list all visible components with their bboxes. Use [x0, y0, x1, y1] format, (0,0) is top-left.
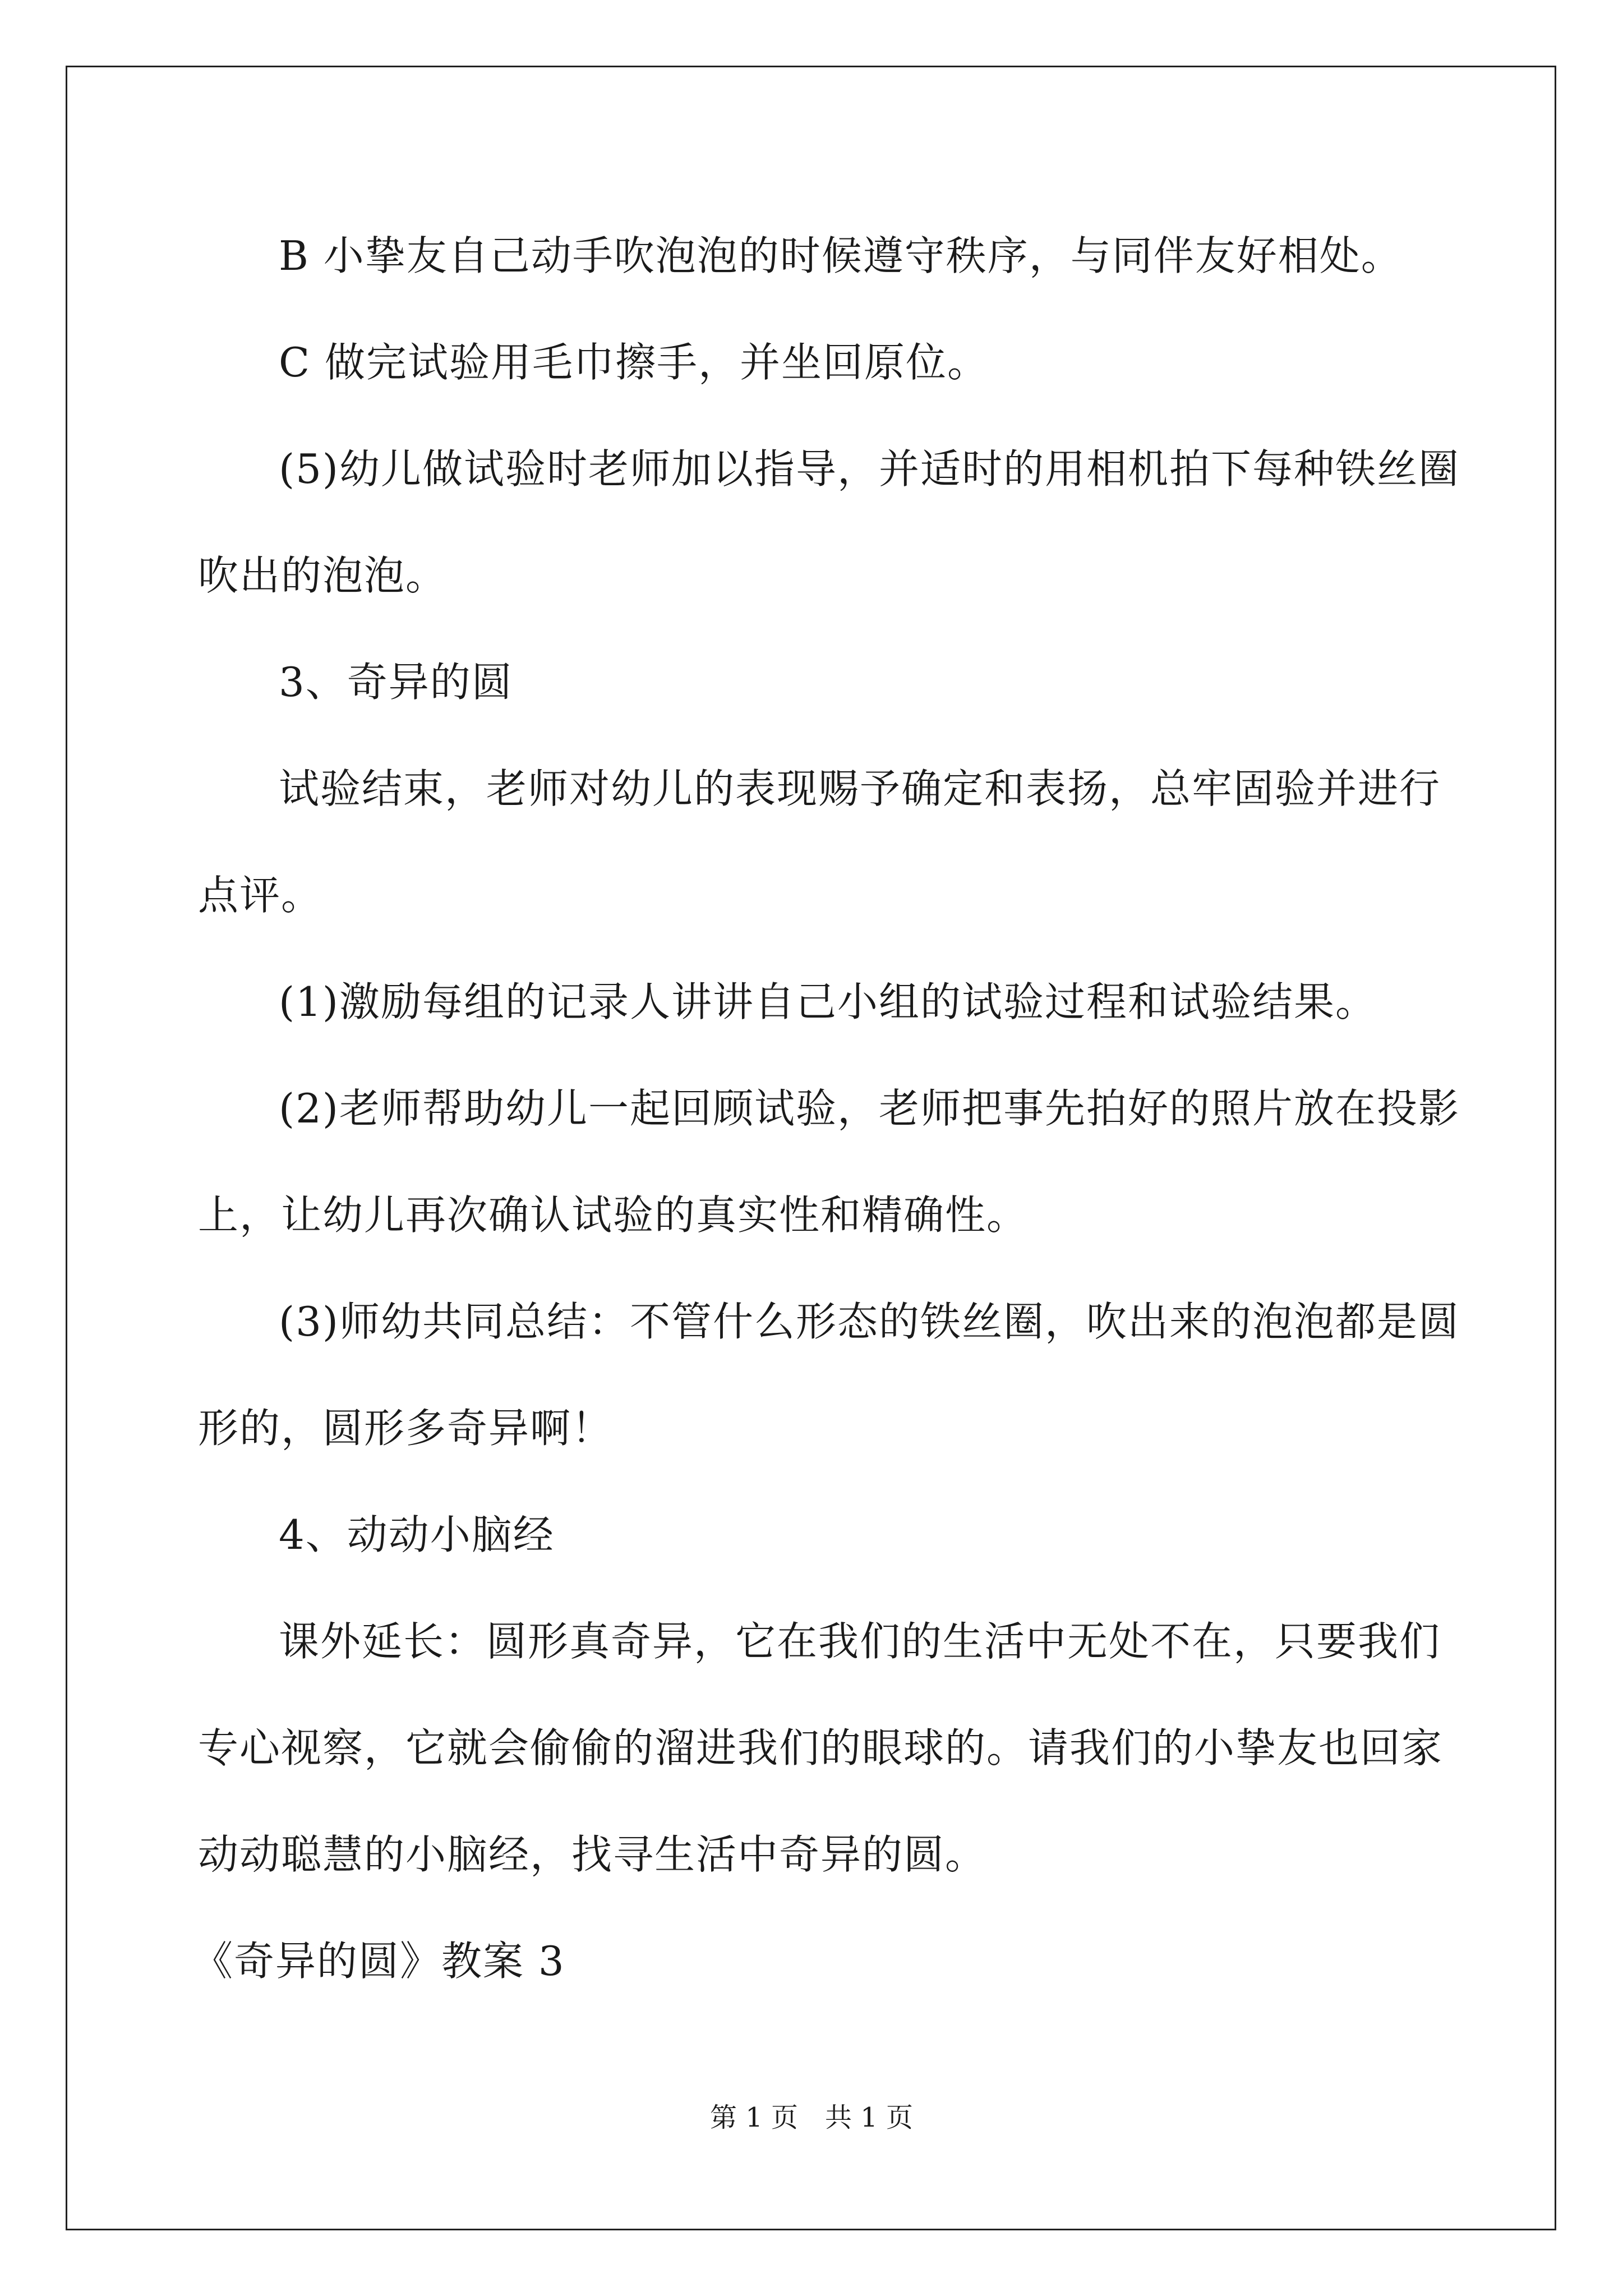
- paragraph-line: C 做完试验用毛巾擦手，并坐回原位。: [279, 339, 989, 386]
- page-footer: 第 1 页 共 1 页: [709, 2102, 914, 2133]
- paragraph-line: (2)老师帮助幼儿一起回顾试验，老师把事先拍好的照片放在投影: [279, 1085, 1460, 1132]
- section-heading: 4、动动小脑经: [279, 1511, 555, 1558]
- paragraph-line: 课外延长：圆形真奇异，它在我们的生活中无处不在，只要我们: [279, 1618, 1441, 1665]
- paragraph-line: 专心视察，它就会偷偷的溜进我们的眼球的。请我们的小挚友也回家: [198, 1724, 1444, 1772]
- paragraph-line: 上，让幼儿再次确认试验的真实性和精确性。: [198, 1191, 1029, 1239]
- section-heading: 3、奇异的圆: [279, 659, 513, 706]
- paragraph-line: (5)幼儿做试验时老师加以指导，并适时的用相机拍下每种铁丝圈: [279, 445, 1460, 493]
- paragraph-line: 吹出的泡泡。: [198, 552, 448, 599]
- paragraph-line: (3)师幼共同总结：不管什么形态的铁丝圈，吹出来的泡泡都是圆: [279, 1298, 1460, 1345]
- paragraph-line: 点评。: [198, 872, 323, 919]
- lesson-plan-title: 《奇异的圆》教案 3: [192, 1938, 565, 1985]
- page-border: [66, 66, 1556, 2230]
- paragraph-line: 形的，圆形多奇异啊！: [198, 1405, 614, 1452]
- paragraph-line: (1)激励每组的记录人讲讲自己小组的试验过程和试验结果。: [279, 978, 1377, 1025]
- paragraph-line: 试验结束，老师对幼儿的表现赐予确定和表扬，总牢固验并进行: [279, 765, 1441, 812]
- paragraph-line: 动动聪慧的小脑经，找寻生活中奇异的圆。: [198, 1831, 987, 1878]
- paragraph-line: B 小挚友自己动手吹泡泡的时候遵守秩序，与同伴友好相处。: [279, 232, 1403, 279]
